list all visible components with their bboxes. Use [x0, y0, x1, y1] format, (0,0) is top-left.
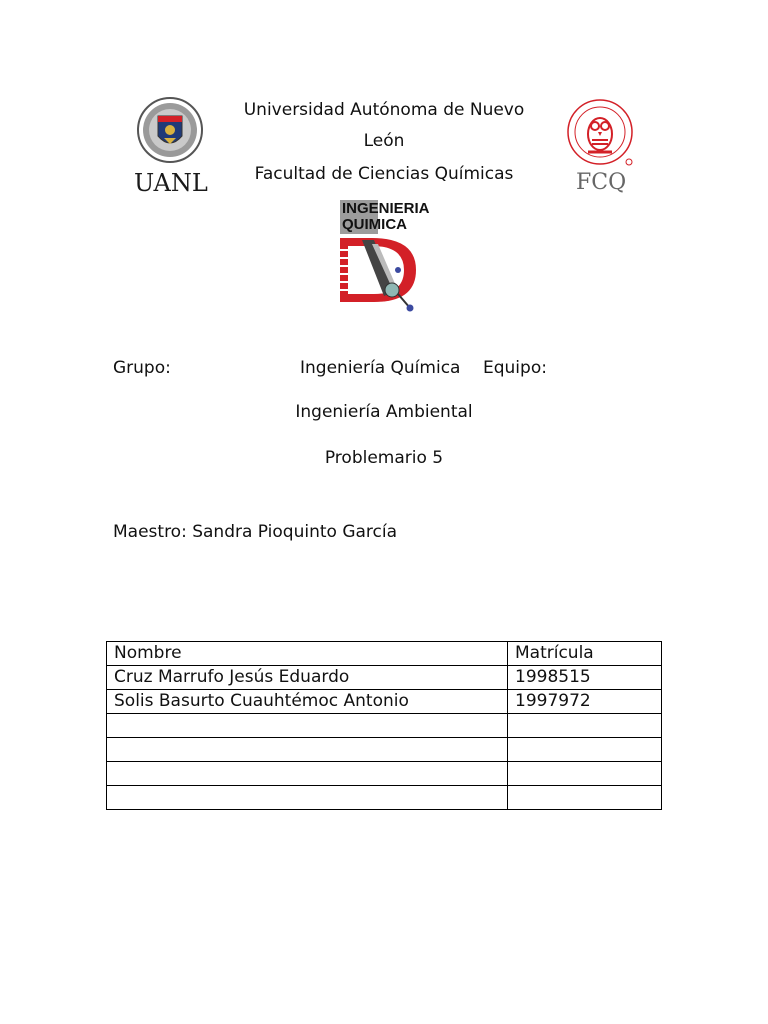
table-cell-id — [508, 786, 662, 810]
university-name-line2: León — [363, 131, 405, 151]
members-table — [106, 641, 662, 810]
table-cell-id — [508, 762, 662, 786]
table-cell-id: 1997972 — [508, 690, 662, 714]
ingenieria-quimica-logo — [338, 198, 434, 314]
subject-name: Ingeniería Ambiental — [295, 402, 473, 422]
table-row — [107, 786, 662, 810]
table-cell-name — [107, 714, 508, 738]
grupo-label: Grupo: — [113, 358, 171, 378]
table-cell-id — [508, 714, 662, 738]
table-header-row — [107, 642, 662, 666]
table-cell-name — [107, 786, 508, 810]
table-cell-name: Solis Basurto Cuauhtémoc Antonio — [107, 690, 508, 714]
table-cell-id — [508, 738, 662, 762]
fcq-logo-text: FCQ — [576, 170, 627, 195]
fcq-owl-seal-icon — [560, 96, 644, 172]
uanl-logo-text: UANL — [134, 169, 208, 197]
chemistry-apparatus-icon — [338, 236, 434, 314]
university-name-line1: Universidad Autónoma de Nuevo — [243, 100, 525, 120]
assignment-title: Problemario 5 — [324, 448, 444, 468]
table-header-matricula: Matrícula — [508, 642, 662, 666]
table-row — [107, 714, 662, 738]
table-row — [107, 738, 662, 762]
table-header-nombre: Nombre — [107, 642, 508, 666]
table-row — [107, 762, 662, 786]
table-row — [107, 690, 662, 714]
table-cell-name — [107, 738, 508, 762]
table-row — [107, 666, 662, 690]
equipo-label: Equipo: — [483, 358, 547, 378]
logo-title-line2: QUIMICA — [342, 216, 407, 233]
career-name: Ingeniería Química — [300, 358, 461, 378]
table-cell-id: 1998515 — [508, 666, 662, 690]
fcq-logo — [560, 96, 644, 200]
logo-title-line1: INGENIERIA — [342, 200, 430, 217]
table-cell-name — [107, 762, 508, 786]
table-cell-name: Cruz Marrufo Jesús Eduardo — [107, 666, 508, 690]
faculty-name: Facultad de Ciencias Químicas — [254, 164, 514, 184]
teacher-name: Maestro: Sandra Pioquinto García — [113, 522, 398, 542]
uanl-logo — [128, 96, 212, 200]
